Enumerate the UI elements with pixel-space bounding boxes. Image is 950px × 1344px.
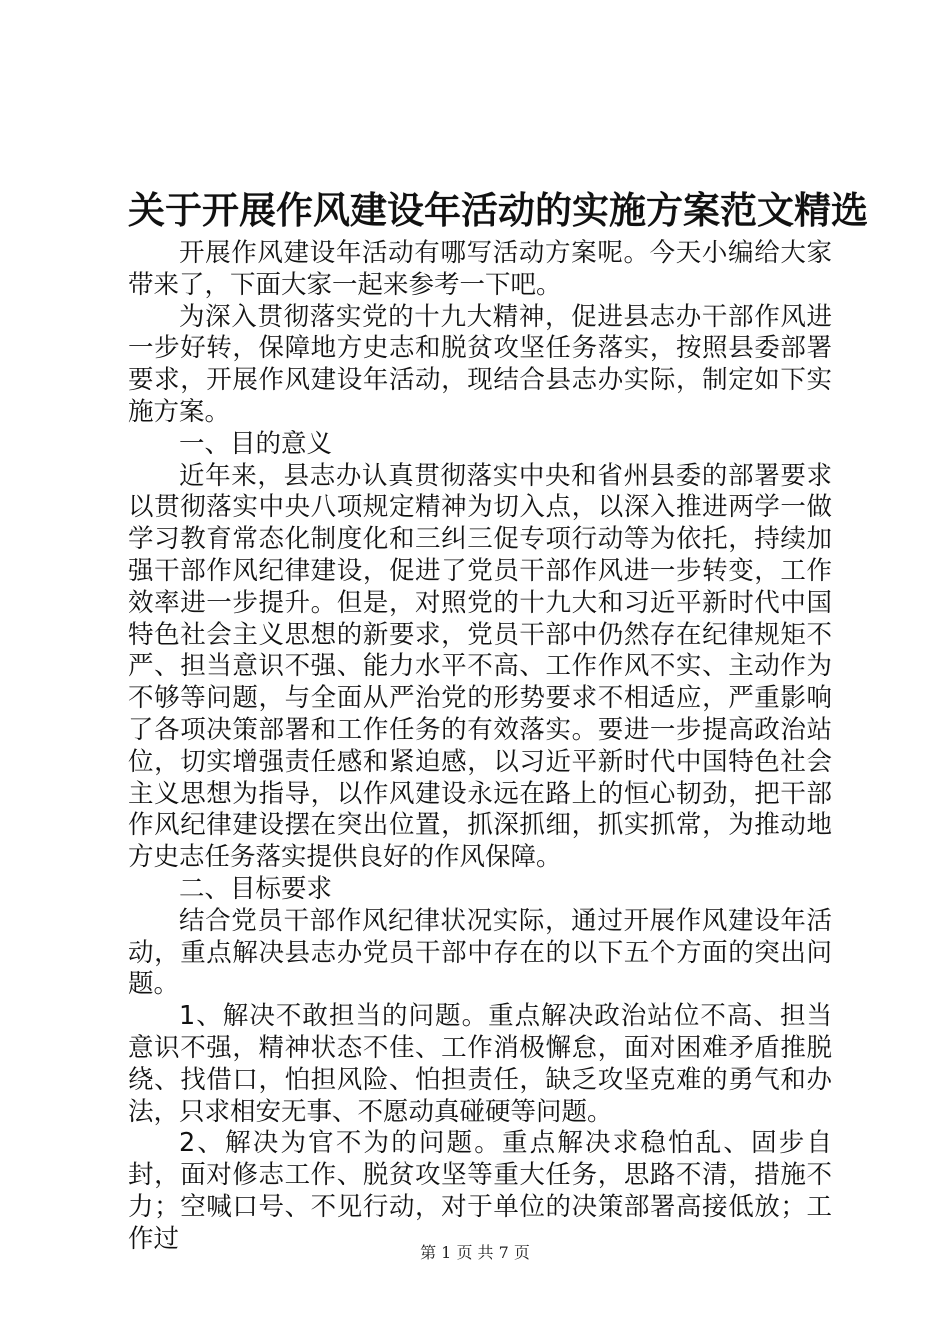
page-footer: 第 1 页 共 7 页 <box>420 1243 530 1262</box>
section-heading-goals: 二、目标要求 <box>179 873 333 904</box>
intro-paragraph: 开展作风建设年活动有哪写活动方案呢。今天小编给大家带来了，下面大家一起来参考一下吧。 <box>128 238 832 300</box>
paragraph-purpose: 为深入贯彻落实党的十九大精神，促进县志办干部作风进一步好转，保障地方史志和脱贫攻坚任务落实，按照县委部署要求，开展作风建设年活动，现结合县志办实际，制定如下实施方案。 <box>128 301 832 427</box>
paragraph-item-2 <box>128 1128 832 1255</box>
item-1-lead: 1、解决不敢担当的问题。 <box>179 1001 489 1032</box>
item-2-text: 重点解决求稳怕乱、固步自封，面对修志工作、脱贫攻坚等重大任务，思路不清，措施不力；空喊口号、不见行动，对于单位的决策部署高接低放；工作过 <box>128 1128 832 1254</box>
item-1-text: 重点解决政治站位不高、担当意识不强，精神状态不佳、工作消极懈怠，面对困难矛盾推脱绕、找借口，怕担风险、怕担责任，缺乏攻坚克难的勇气和办法，只求相安无事、不愿动真碰硬等问题。 <box>128 1001 832 1127</box>
item-2-lead: 2、解决为官不为的问题。 <box>179 1128 502 1159</box>
paragraph-goals: 结合党员干部作风纪律状况实际，通过开展作风建设年活动，重点解决县志办党员干部中存在的以下五个方面的突出问题。 <box>128 905 832 1000</box>
document-title: 关于开展作风建设年活动的实施方案范文精选 <box>128 188 868 232</box>
document-body <box>128 238 832 1256</box>
paragraph-item-1 <box>128 1001 832 1128</box>
section-heading-significance: 一、目的意义 <box>179 428 333 459</box>
paragraph-significance: 近年来，县志办认真贯彻落实中央和省州县委的部署要求以贯彻落实中央八项规定精神为切入点，以深入推进两学一做学习教育常态化制度化和三纠三促专项行动等为依托，持续加强干部作风纪律建设，促进了党员干部作风进一步转变，工作效率进一步提升。但是，对照党的十九大和习近平新时代中国特色社会主义思想的新要求，党员干部中仍然存在纪律规矩不严、担当意识不强、能力水平不高、工作作风不实、主动作为不够等问题，与全面从严治党的形势要求不相适应，严重影响了各项决策部署和工作任务的有效落实。要进一步提高政治站位，切实增强责任感和紧迫感，以习近平新时代中国特色社会主义思想为指导，以作风建设永远在路上的恒心韧劲，把干部作风纪律建设摆在突出位置，抓深抓细，抓实抓常，为推动地方史志任务落实提供良好的作风保障。 <box>128 460 832 873</box>
